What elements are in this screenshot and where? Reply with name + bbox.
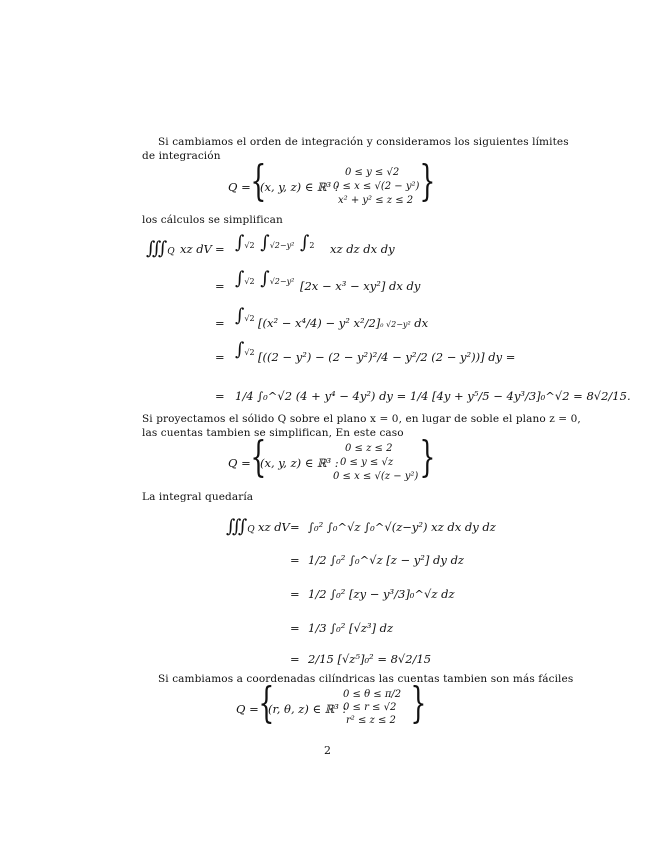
equals-1: =	[215, 242, 225, 256]
right-brace: }	[410, 678, 427, 727]
set-q2-cond-1: 0 ≤ z ≤ 2	[345, 443, 393, 454]
integral-line-5: 1/4 ∫₀^√2 (4 + y⁴ − 4y²) dy = 1/4 [4y + y⁵/5 − 4y³/3]₀^√2 = 8√2/15.	[235, 389, 631, 403]
paragraph-3: Si proyectamos el sólido Q sobre el plano x = 0, en lugar de soble el plano z = 0,	[142, 413, 581, 425]
integral2-line-4: 1/3 ∫₀² [√z³] dz	[308, 621, 394, 635]
set-q2-lhs: Q =	[228, 456, 251, 470]
left-brace: {	[258, 678, 275, 727]
set-q1-cond-1: 0 ≤ y ≤ √2	[345, 167, 400, 178]
integral2-line-5: 2/15 [√z⁵]₀² = 8√2/15	[308, 652, 432, 666]
triple-integral-lhs-1: ∭Q	[146, 238, 175, 259]
set-q1-cond-3: x² + y² ≤ z ≤ 2	[338, 195, 414, 206]
set-q2-cond-2: 0 ≤ y ≤ √z	[340, 457, 394, 468]
right-brace: }	[419, 432, 436, 481]
integral-line-4: ∫√2	[235, 339, 255, 360]
paragraph-4: La integral quedaría	[142, 491, 254, 503]
set-q2-domain: (x, y, z) ∈ ℝ³ :	[260, 456, 339, 470]
integrand-lhs-1: xz dV	[180, 242, 212, 256]
set-q3-domain: (r, θ, z) ∈ ℝ³ :	[268, 702, 347, 716]
integral2-line-2: 1/2 ∫₀² ∫₀^√z [z − y²] dy dz	[308, 553, 464, 567]
page-number: 2	[324, 744, 331, 757]
integral2-line-3: 1/2 ∫₀² [zy − y³/3]₀^√z dz	[308, 587, 455, 601]
set-q3-cond-1: 0 ≤ θ ≤ π/2	[343, 689, 402, 700]
equals-6: =	[290, 520, 300, 534]
set-q2-cond-3: 0 ≤ x ≤ √(z − y²)	[333, 471, 419, 482]
set-q-lhs: Q =	[228, 180, 251, 194]
integrand-lhs-2: xz dV	[258, 520, 290, 534]
paragraph-2: los cálculos se simplifican	[142, 214, 283, 226]
set-q3-cond-3: r² ≤ z ≤ 2	[346, 715, 396, 726]
integral-line-1-integrand: xz dz dx dy	[330, 242, 395, 256]
integral-line-2-body: [2x − x³ − xy²] dx dy	[300, 279, 421, 293]
paragraph-1-cont: de integración	[142, 150, 221, 162]
paragraph-5: Si cambiamos a coordenadas cilíndricas las cuentas tambien son más fáciles	[158, 673, 574, 685]
equals-4: =	[215, 350, 225, 364]
set-q1-cond-2: 0 ≤ x ≤ √(2 − y²)	[333, 181, 420, 192]
equals-3: =	[215, 316, 225, 330]
left-brace: {	[250, 156, 267, 205]
equals-2: =	[215, 279, 225, 293]
set-q3-lhs: Q =	[236, 702, 259, 716]
equals-5: =	[215, 389, 225, 403]
integral-line-4-body: [((2 − y²) − (2 − y²)²/4 − y²/2 (2 − y²))] dy =	[258, 350, 516, 364]
equals-8: =	[290, 587, 300, 601]
paragraph-1: Si cambiamos el orden de integración y consideramos los siguientes límites	[158, 136, 569, 148]
left-brace: {	[250, 432, 267, 481]
set-q3-cond-2: 0 ≤ r ≤ √2	[343, 702, 397, 713]
triple-integral-lhs-2: ∭Q	[226, 516, 255, 537]
paragraph-3-cont: las cuentas tambien se simplifican, En este caso	[142, 427, 404, 439]
set-q1-domain: (x, y, z) ∈ ℝ³ :	[260, 180, 339, 194]
equals-10: =	[290, 652, 300, 666]
integral2-line-1: ∫₀² ∫₀^√z ∫₀^√(z−y²) xz dx dy dz	[308, 520, 496, 534]
integral-line-3-body: [(x² − x⁴/4) − y² x²/2]₀ √2−y² dx	[258, 316, 429, 330]
integral-line-3: ∫√2	[235, 305, 255, 326]
right-brace: }	[419, 156, 436, 205]
integral-line-2: ∫√2 ∫√2−y²	[235, 268, 295, 289]
equals-7: =	[290, 553, 300, 567]
equals-9: =	[290, 621, 300, 635]
integral-line-1: ∫√2 ∫√2−y² ∫2	[235, 232, 315, 253]
